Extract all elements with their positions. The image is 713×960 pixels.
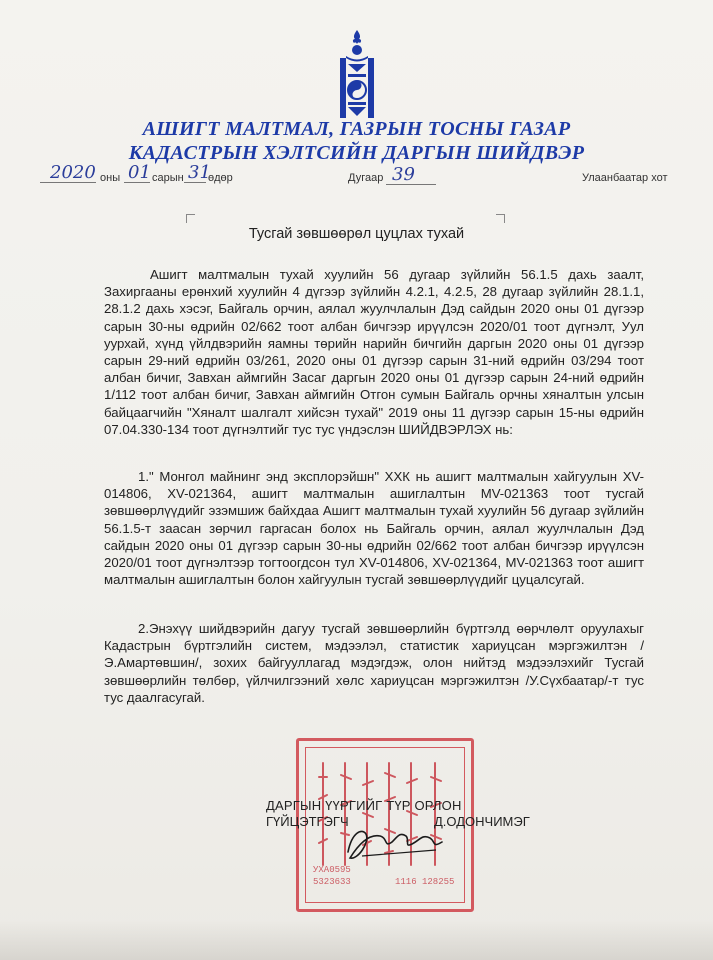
- decision-item-1: 1." Монгол майнинг энд эксплорэйшн" ХХК нь ашигт малтмалын хайгуулын XV-014806, XV-021364, ашигт малтмалын ашиглалтын MV-021363 тоот тусгай зөвшөөрлүүдийг эзэмшиж байхдаа Ашигт малтмалын тухай хуулийн 56 дугаар зүйлийн 56.1.5-т заасан зөрчил гаргасан болох нь Байгаль орчин, аялал жуулчлалын Дэд сайдын 2020 оны 01 дүгээр сарын 30-ны өдрийн 02/662 тоот албан бичгээр ирүүлсэн 2020/01 тоот дүгнэлтээр тогтоогдсон тул XV-014806, XV-021364, MV-021363 тоот ашигт малтмалын ашиглалтын болон хайгуулын тусгай зөвшөөрлүүдийг цуцалсугай.: [104, 469, 644, 588]
- date-year-suffix: оны: [100, 172, 121, 184]
- signatory-title-line1: ДАРГЫН ҮҮРГИЙГ ТҮР ОРЛОН: [266, 798, 462, 813]
- date-day: 31: [188, 162, 211, 183]
- number-label: Дугаар: [348, 172, 384, 184]
- preamble-paragraph: Ашигт малтмалын тухай хуулийн 56 дугаар зүйлийн 56.1.5 дахь заалт, Захиргааны ерөнхий хуулийн 4 дүгээр зүйлийн 4.2.1, 4.2.5, 28 дугаар зүйлийн 28.1.1, 28.1.2 дахь хэсэг, Байгаль орчин, аялал жуулчлалын Дэд сайдын 2020 оны 01 дүгээр сарын 30-ны өдрийн 02/662 тоот албан бичгээр ирүүлсэн 2020/01 тоот дүгнэлт, Уул уурхай, хүнд үйлдвэрийн яамны төрийн нарийн бичгийн даргын 2020 оны 01 дүгээр сарын 29-ний өдрийн 03/261, 2020 оны 01 дүгээр сарын 31-ний өдрийн 03/294 тоот албан бичиг, Завхан аймгийн Засаг даргын 2020 оны 01 дүгээр сарын 24-ний өдрийн 1/112 тоот албан бичиг, Завхан аймгийн Отгон сумын Байгаль орчны хяналтын улсын байцаагчийн "Хяналт шалгалт хийсэн тухай" 2019 оны 11 дүгээр сарын 15-ны өдрийн 07.04.330-134 тоот дүгнэлтийг тус тус үндэслэн ШИЙДВЭРЛЭХ нь:: [104, 267, 644, 437]
- stamp-code-3: 1116 128255: [395, 877, 455, 887]
- organization-name-line1: АШИГТ МАЛТМАЛ, ГАЗРЫН ТОСНЫ ГАЗАР: [142, 118, 571, 140]
- organization-name-line2: КАДАСТРЫН ХЭЛТСИЙН ДАРГЫН ШИЙДВЭР: [128, 142, 585, 164]
- number-value: 39: [392, 164, 415, 185]
- place: Улаанбаатар хот: [582, 172, 668, 184]
- soyombo-emblem-icon: [332, 28, 382, 120]
- decision-item-2: 2.Энэхүү шийдвэрийн дагуу тусгай зөвшөөрлийн бүртгэлд өөрчлөлт оруулахыг Кадастрын бүртгэлийн систем, мэдээлэл, статистик хариуцсан мэргэжилтэн /Э.Амартөвшин/, зохих байгууллагад мэдэгдэж, олон нийтэд мэдээлэхийг Тусгай зөвшөөрлийн төлбөр, үйлчилгээний хөлс хариуцсан мэргэжилтэн /У.Сүхбаатар/-т тус тус даалгасугай.: [104, 621, 644, 705]
- stamp-code-2: 5323633: [313, 877, 351, 887]
- date-month-suffix: сарын: [152, 172, 184, 184]
- number-underline: [386, 184, 436, 185]
- title-bracket-left: [186, 214, 195, 223]
- title-bracket-right: [496, 214, 505, 223]
- signatory-name: Д.ОДОНЧИМЭГ: [434, 814, 530, 829]
- date-day-suffix: өдөр: [208, 172, 233, 184]
- month-underline: [124, 182, 150, 183]
- document-title: Тусгай зөвшөөрөл цуцлах тухай: [248, 226, 465, 242]
- date-year: 2020: [50, 162, 96, 183]
- stamp-code-1: УХА0595: [313, 865, 351, 875]
- year-underline: [40, 182, 96, 183]
- handwritten-signature: [340, 812, 450, 872]
- day-underline: [184, 182, 206, 183]
- date-month: 01: [128, 162, 151, 183]
- page-shadow: [0, 920, 713, 960]
- signatory-title-line2: ГҮЙЦЭТГЭГЧ: [266, 814, 349, 829]
